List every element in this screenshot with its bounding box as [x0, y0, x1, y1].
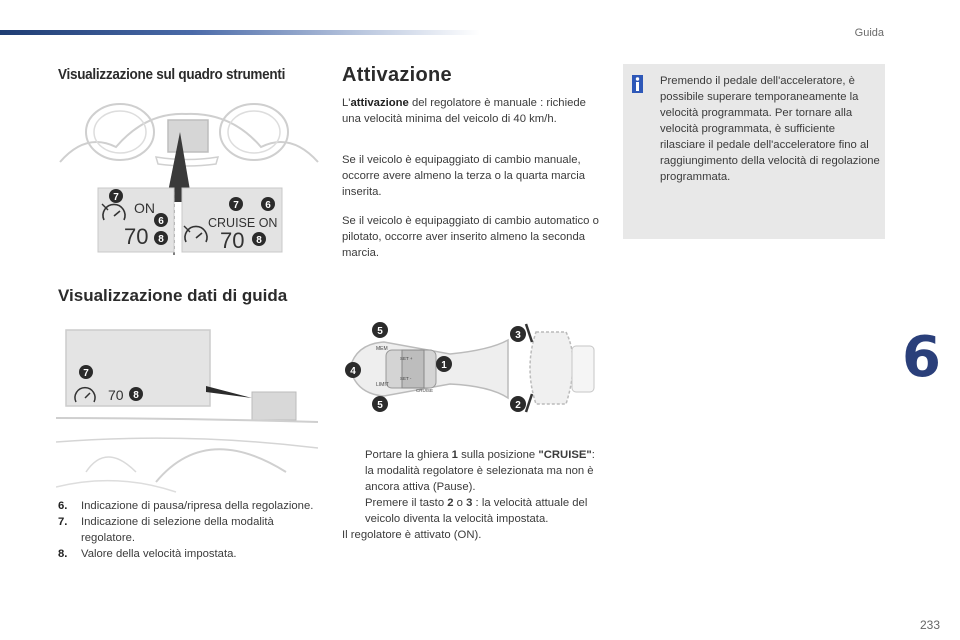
svg-text:7: 7 — [233, 200, 239, 211]
activation-steps — [342, 447, 604, 543]
marker-2 — [510, 396, 526, 412]
svg-text:MEM: MEM — [376, 346, 388, 352]
activation-paragraph-3: Se il veicolo è equipaggiato di cambio automatico o pilotato, occorre aver inserito almeno la seconda marcia. — [342, 215, 599, 259]
dashboard-illustration — [56, 92, 321, 258]
right-speed-value: 70 — [220, 228, 245, 253]
svg-text:6: 6 — [265, 200, 271, 211]
marker-7 — [79, 365, 93, 379]
activation-paragraph-2: Se il veicolo è equipaggiato di cambio manuale, occorre avere almeno la terza o la quarta marcia inserita. — [342, 154, 585, 198]
svg-text:SET -: SET - — [400, 376, 412, 381]
svg-text:5: 5 — [377, 400, 383, 411]
marker-7 — [229, 197, 243, 211]
svg-text:8: 8 — [133, 390, 139, 401]
svg-text:7: 7 — [113, 192, 119, 203]
driving-data-title: Visualizzazione dati di guida — [58, 286, 288, 305]
svg-text:CRUISE: CRUISE — [416, 388, 434, 393]
legend-list — [58, 498, 318, 562]
svg-text:8: 8 — [256, 235, 262, 246]
activation-title: Attivazione — [342, 64, 452, 86]
marker-6 — [261, 197, 275, 211]
left-mode-label: ON — [134, 200, 155, 216]
chapter-number: 6 — [902, 325, 941, 390]
marker-6 — [154, 213, 168, 227]
svg-text:5: 5 — [377, 326, 383, 337]
marker-8 — [252, 232, 266, 246]
list-item: 8. Valore della velocità impostata. — [58, 548, 237, 560]
list-item: 6. Indicazione di pausa/ripresa della regolazione. — [58, 500, 314, 512]
dashboard-title: Visualizzazione sul quadro strumenti — [58, 66, 286, 83]
marker-5 — [372, 322, 388, 338]
svg-text:1: 1 — [441, 360, 447, 371]
marker-7 — [109, 189, 123, 203]
marker-8 — [154, 231, 168, 245]
svg-text:8: 8 — [158, 234, 164, 245]
step-1: Portare la ghiera 1 sulla posizione "CRUISE": la modalità regolatore è selezionata ma non è ancora attiva (Pause). — [365, 449, 595, 493]
marker-1 — [436, 356, 452, 372]
control-stalk-illustration — [340, 320, 602, 418]
svg-text:6: 6 — [158, 216, 164, 227]
activation-paragraph-1: L'attivazione del regolatore è manuale : richiede una velocità minima del veicolo di 40 km/h. — [342, 97, 586, 125]
page-number: 233 — [919, 618, 940, 632]
left-speed-value: 70 — [124, 224, 149, 249]
svg-text:2: 2 — [515, 400, 521, 411]
svg-text:SET +: SET + — [400, 356, 413, 361]
header-bar — [0, 30, 480, 35]
marker-4 — [345, 362, 361, 378]
svg-text:4: 4 — [350, 366, 356, 377]
marker-3 — [510, 326, 526, 342]
marker-8 — [129, 387, 143, 401]
info-icon — [632, 75, 643, 93]
svg-text:LIMIT: LIMIT — [376, 382, 389, 388]
info-text: Premendo il pedale dell'acceleratore, è possibile superare temporaneamente la velocità programmata. Per tornare alla velocità programmata, è sufficiente rilasciare il pedale dell'acceleratore fino al raggiungimento della velocità di regolazione programmata. — [660, 75, 880, 183]
step-2: Premere il tasto 2 o 3 : la velocità attuale del veicolo diventa la velocità impostata. — [365, 497, 588, 525]
marker-5 — [372, 396, 388, 412]
svg-text:3: 3 — [515, 330, 521, 341]
list-item: 7. Indicazione di selezione della modalità regolatore. — [58, 516, 274, 544]
driving-display-illustration — [56, 322, 318, 494]
right-mode-label: CRUISE ON — [208, 216, 278, 230]
svg-text:7: 7 — [83, 368, 89, 379]
step-result: Il regolatore è attivato (ON). — [342, 529, 482, 541]
display-speed-value: 70 — [108, 387, 124, 403]
section-title: Guida — [854, 27, 884, 39]
